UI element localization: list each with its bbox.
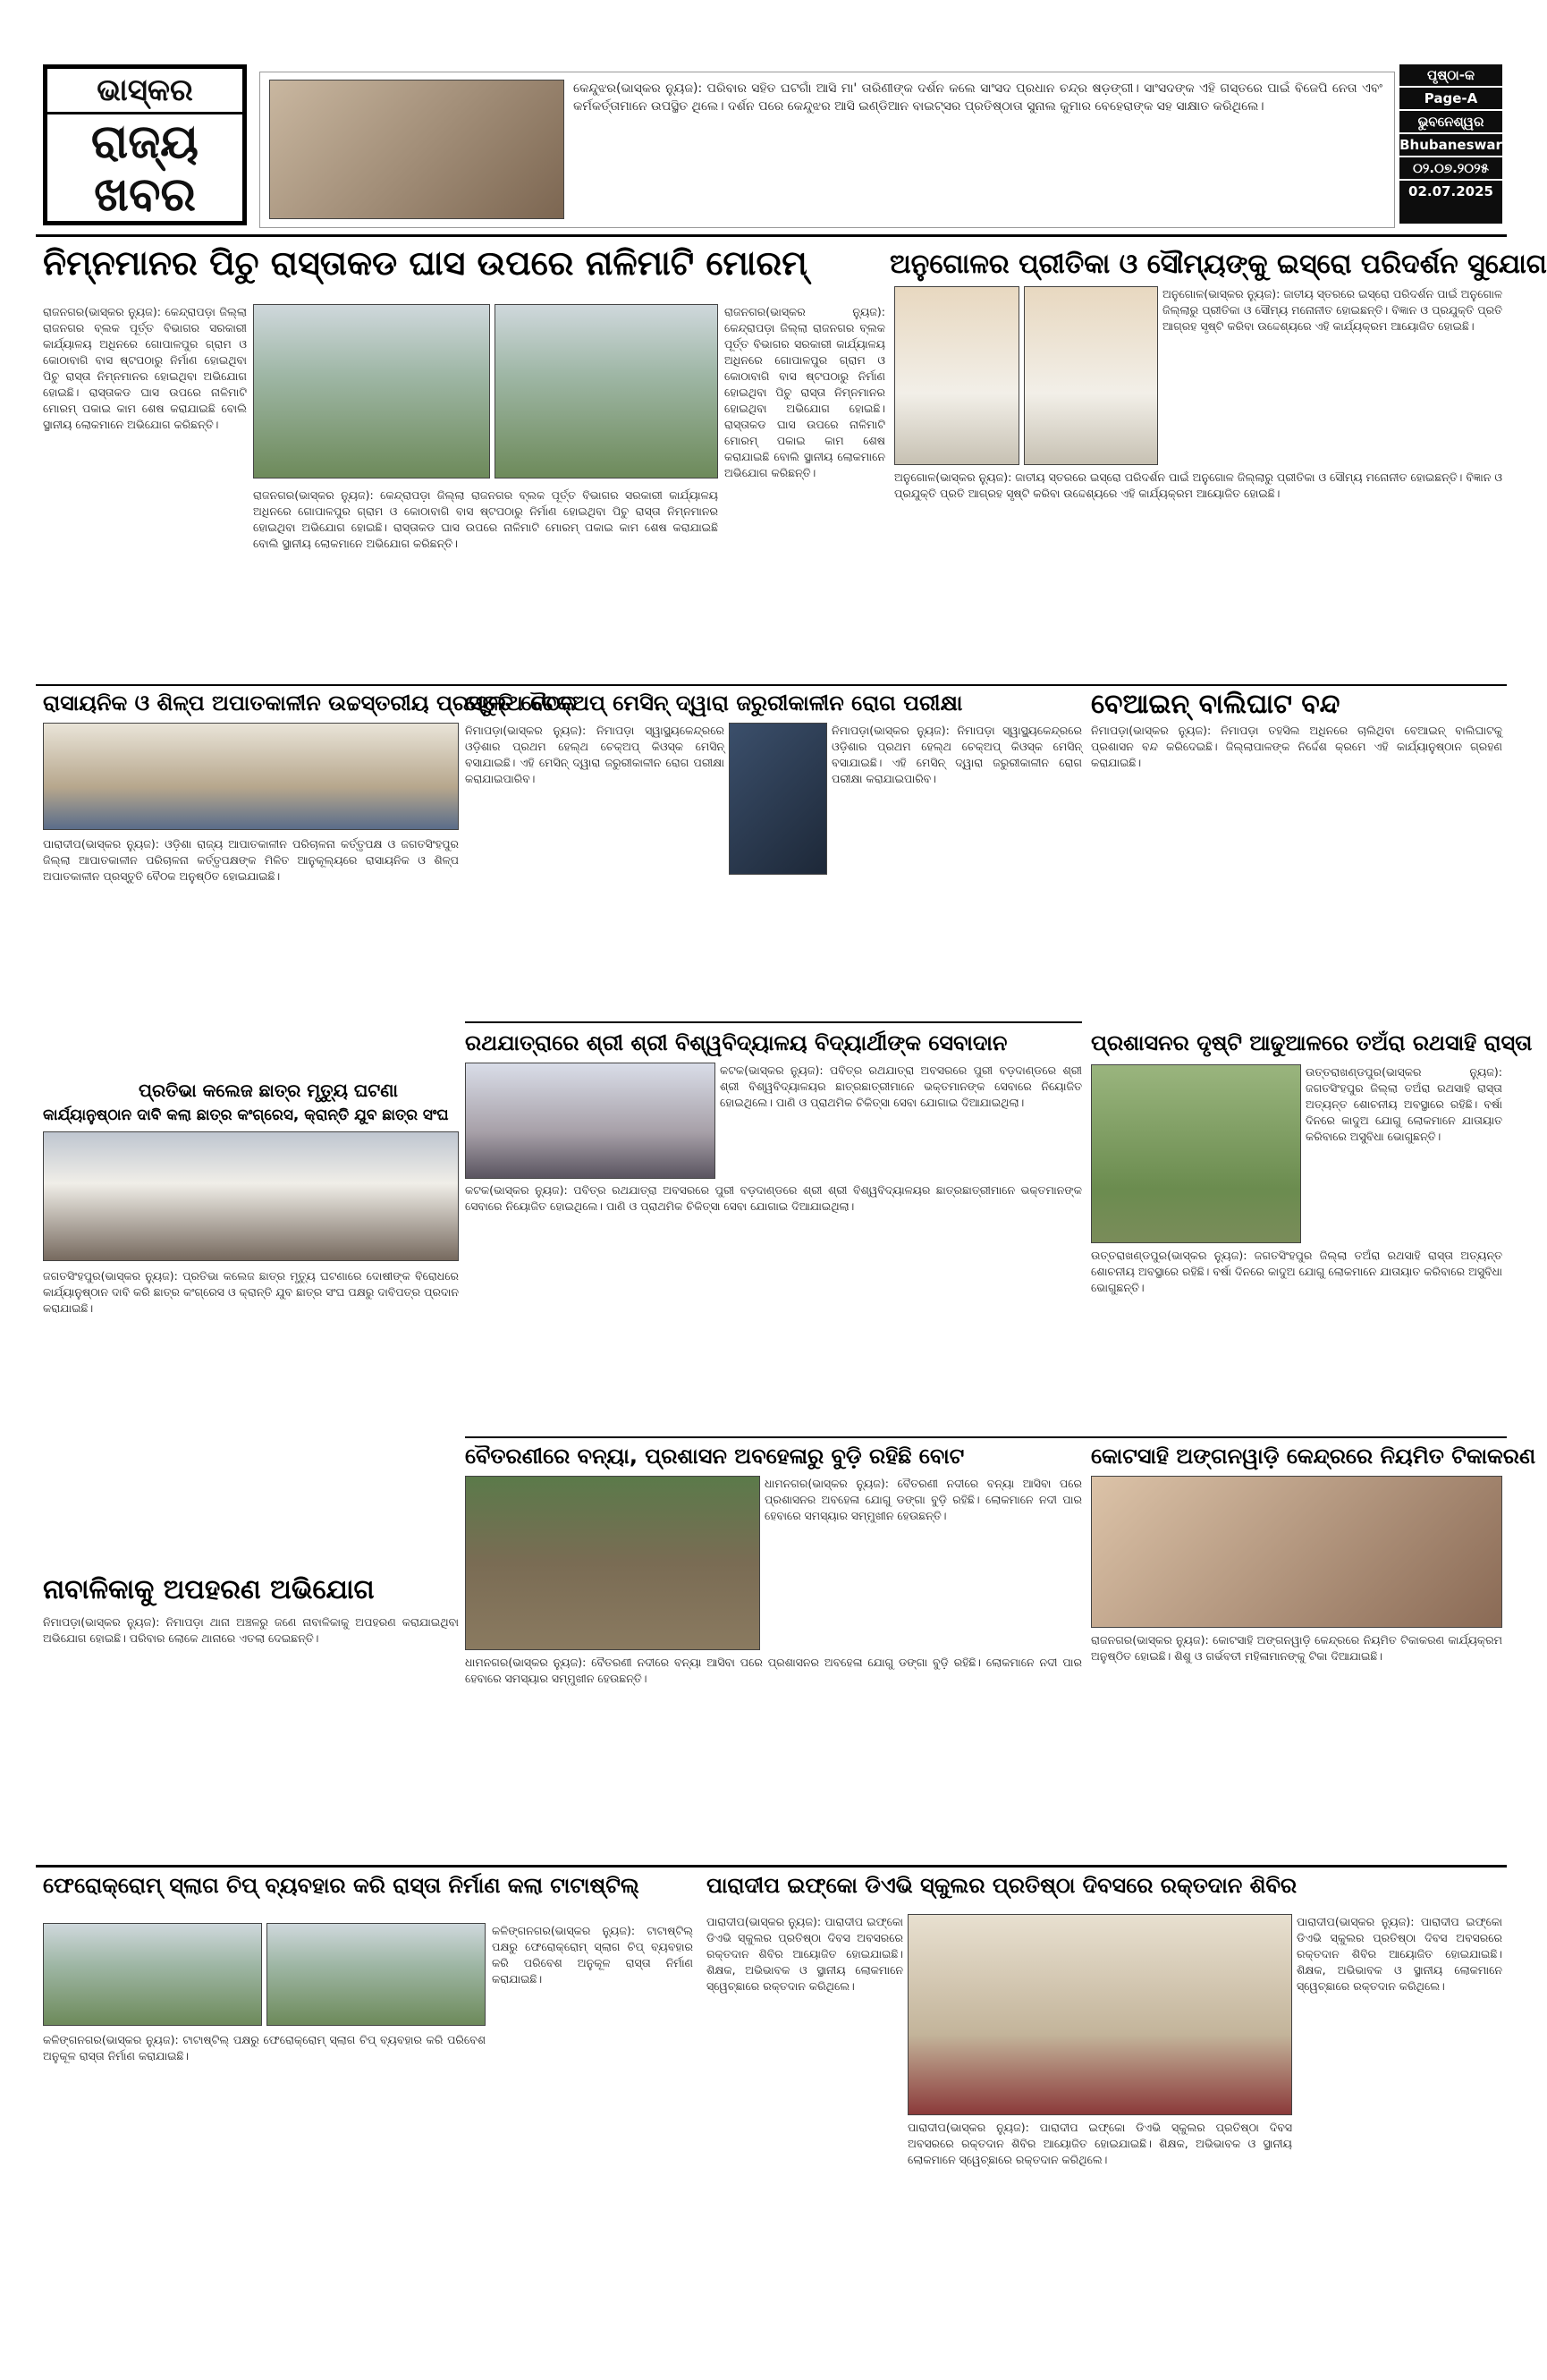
story4-photo — [729, 723, 827, 875]
story12-text: କଳିଙ୍ଗନଗର(ଭାସ୍କର ନ୍ୟୁଜ): ଟାଟାଷ୍ଟିଲ୍ ପକ୍ଷରୁ ଫେରୋକ୍ରୋମ୍ ସ୍ଲାଗ ଚିପ୍ ବ୍ୟବହାର କରି ପରିବେଶ ଅନୁକୂଳ ରାସ୍ତା ନିର୍ମାଣ କରାଯାଇଛି। — [43, 2033, 486, 2062]
headline-9: ବୈତରଣୀରେ ବନ୍ୟା, ପ୍ରଶାସନ ଅବହେଳାରୁ ବୁଡ଼ି ରହିଛି ବୋଟ — [465, 1444, 965, 1469]
story1-text-2: ରାଜନଗର(ଭାସ୍କର ନ୍ୟୁଜ): କେନ୍ଦ୍ରାପଡ଼ା ଜିଲ୍ଲା ରାଜନଗର ବ୍ଲକ ପୂର୍ତ୍ତ ବିଭାଗର ସରକାରୀ କାର୍ଯ୍ୟାଳୟ ଅଧିନରେ ଗୋପାଳପୁର ଗ୍ରାମ ଓ କୋଠାବାଗି ବାସ ଷ୍ଟପଠାରୁ ନିର୍ମାଣ ହୋଇଥିବା ପିଚୁ ରାସ୍ତା ନିମ୍ନମାନର ହୋଇଥିବା ଅଭିଯୋଗ ହୋଇଛି। ରାସ୍ତାକଡ ଘାସ ଉପରେ ନାଳିମାଟି ମୋରମ୍ ପକାଇ କାମ ଶେଷ କରାଯାଇଛି ବୋଲି ସ୍ଥାନୀୟ ଲୋକମାନେ ଅଭିଯୋଗ କରିଛନ୍ତି। — [253, 488, 718, 550]
headline-4: ହେଲ୍ଥ ଚେକ୍‌ଅପ୍ ମେସିନ୍ ଦ୍ୱାରା ଜରୁରୀକାଳୀନ ରୋଗ ପରୀକ୍ଷା — [465, 690, 963, 716]
page-info-box — [1399, 64, 1502, 224]
headline-8: ପ୍ରଶାସନର ଦୃଷ୍ଟି ଆଢୁଆଳରେ ତଅଁରା ରଥସାହି ରାସ୍ତା — [1091, 1030, 1533, 1055]
date-or: ୦୨.୦୭.୨୦୨୫ — [1399, 157, 1502, 181]
story12-photo-1 — [43, 1923, 262, 2026]
story2-text: ଅନୁଗୋଳ(ଭାସ୍କର ନ୍ୟୁଜ): ଜାତୀୟ ସ୍ତରରେ ଇସ୍ରୋ ପରିଦର୍ଶନ ପାଇଁ ଅନୁଗୋଳ ଜିଲ୍ଲାରୁ ପ୍ରୀତିକା ଓ ସୌମ୍ୟ ମନୋନୀତ ହୋଇଛନ୍ତି। ବିଜ୍ଞାନ ଓ ପ୍ରଯୁକ୍ତି ପ୍ରତି ଆଗ୍ରହ ସୃଷ୍ଟି କରିବା ଉଦ୍ଦେଶ୍ୟରେ ଏହି କାର୍ଯ୍ୟକ୍ରମ ଆୟୋଜିତ ହୋଇଛି। — [1162, 287, 1502, 333]
headline-6b: କାର୍ଯ୍ୟାନୁଷ୍ଠାନ ଦାବି କଲା ଛାତ୍ର କଂଗ୍ରେସ, କ୍ରାନ୍ତି ଯୁବ ଛାତ୍ର ସଂଘ — [43, 1106, 449, 1124]
story13-photo — [908, 1914, 1292, 2115]
masthead-top: ଭାସ୍କର — [47, 69, 242, 114]
top-story — [259, 72, 1395, 228]
story1-text-3: ରାଜନଗର(ଭାସ୍କର ନ୍ୟୁଜ): କେନ୍ଦ୍ରାପଡ଼ା ଜିଲ୍ଲା ରାଜନଗର ବ୍ଲକ ପୂର୍ତ୍ତ ବିଭାଗର ସରକାରୀ କାର୍ଯ୍ୟାଳୟ ଅଧିନରେ ଗୋପାଳପୁର ଗ୍ରାମ ଓ କୋଠାବାଗି ବାସ ଷ୍ଟପଠାରୁ ନିର୍ମାଣ ହୋଇଥିବା ପିଚୁ ରାସ୍ତା ନିମ୍ନମାନର ହୋଇଥିବା ଅଭିଯୋଗ ହୋଇଛି। ରାସ୍ତାକଡ ଘାସ ଉପରେ ନାଳିମାଟି ମୋରମ୍ ପକାଇ କାମ ଶେଷ କରାଯାଇଛି ବୋଲି ସ୍ଥାନୀୟ ଲୋକମାନେ ଅଭିଯୋଗ କରିଛନ୍ତି। — [724, 305, 885, 479]
story12-text-2: କଳିଙ୍ଗନଗର(ଭାସ୍କର ନ୍ୟୁଜ): ଟାଟାଷ୍ଟିଲ୍ ପକ୍ଷରୁ ଫେରୋକ୍ରୋମ୍ ସ୍ଲାଗ ଚିପ୍ ବ୍ୟବହାର କରି ପରିବେଶ ଅନୁକୂଳ ରାସ୍ତା ନିର୍ମାଣ କରାଯାଇଛି। — [492, 1924, 693, 1986]
headline-7: ରଥଯାତ୍ରାରେ ଶ୍ରୀ ଶ୍ରୀ ବିଶ୍ୱବିଦ୍ୟାଳୟ ବିଦ୍ୟାର୍ଥୀଙ୍କ ସେବାଦାନ — [465, 1030, 1008, 1055]
top-story-photo — [269, 80, 564, 219]
story3-text: ପାରାଦୀପ(ଭାସ୍କର ନ୍ୟୁଜ): ଓଡ଼ିଶା ରାଜ୍ୟ ଆପାତକାଳୀନ ପରିଚାଳନା କର୍ତ୍ତୃପକ୍ଷ ଓ ଜଗତସିଂହପୁର ଜିଲ୍ଲା ଆପାତକାଳୀନ ପରିଚାଳନା କର୍ତ୍ତୃପକ୍ଷଙ୍କ ମିଳିତ ଆନୁକୂଲ୍ୟରେ ରାସାୟନିକ ଓ ଶିଳ୍ପ ଅପାତକାଳୀନ ପ୍ରସ୍ତୁତି ବୈଠକ ଅନୁଷ୍ଠିତ ହୋଇଯାଇଛି। — [43, 837, 459, 883]
rule-3 — [465, 1021, 1082, 1023]
page-number-or: ପୃଷ୍ଠା-କ — [1399, 64, 1502, 88]
headline-2: ଅନୁଗୋଳର ପ୍ରୀତିକା ଓ ସୌମ୍ୟଙ୍କୁ ଇସ୍ରୋ ପରିଦର୍ଶନ ସୁଯୋଗ — [890, 249, 1547, 280]
masthead-line2: ଖବର — [94, 168, 196, 222]
city-or: ଭୁବନେଶ୍ୱର — [1399, 111, 1502, 134]
story1-photo-2 — [495, 304, 718, 479]
rule-2 — [36, 684, 1507, 686]
headline-3: ରାସାୟନିକ ଓ ଶିଳ୍ପ ଅପାତକାଳୀନ ଉଚ୍ଚସ୍ତରୀୟ ପ୍ରସ୍ତୁତି ବୈଠକ — [43, 690, 577, 716]
page-number-en: Page-A — [1399, 88, 1502, 111]
story7-photo — [465, 1063, 715, 1179]
headline-6: ପ୍ରତିଭା କଲେଜ ଛାତ୍ର ମୃତ୍ୟୁ ଘଟଣା — [139, 1080, 398, 1101]
story13-text-2: ପାରାଦୀପ(ଭାସ୍କର ନ୍ୟୁଜ): ପାରାଦୀପ ଇଫ୍‌କୋ ଡିଏଭି ସ୍କୁଲର ପ୍ରତିଷ୍ଠା ଦିବସ ଅବସରରେ ରକ୍ତଦାନ ଶିବିର ଆୟୋଜିତ ହୋଇଯାଇଛି। ଶିକ୍ଷକ, ଅଭିଭାବକ ଓ ସ୍ଥାନୀୟ ଲୋକମାନେ ସ୍ୱେଚ୍ଛାରେ ରକ୍ତଦାନ କରିଥିଲେ। — [1297, 1915, 1502, 1993]
story13-text-3: ପାରାଦୀପ(ଭାସ୍କର ନ୍ୟୁଜ): ପାରାଦୀପ ଇଫ୍‌କୋ ଡିଏଭି ସ୍କୁଲର ପ୍ରତିଷ୍ଠା ଦିବସ ଅବସରରେ ରକ୍ତଦାନ ଶିବିର ଆୟୋଜିତ ହୋଇଯାଇଛି। ଶିକ୍ଷକ, ଅଭିଭାବକ ଓ ସ୍ଥାନୀୟ ଲୋକମାନେ ସ୍ୱେଚ୍ଛାରେ ରକ୍ତଦାନ କରିଥିଲେ। — [908, 2121, 1292, 2166]
headline-12: ଫେରୋକ୍ରୋମ୍ ସ୍ଲାଗ ଚିପ୍ ବ୍ୟବହାର କରି ରାସ୍ତା ନିର୍ମାଣ କଲା ଟାଟାଷ୍ଟିଲ୍ — [43, 1873, 639, 1898]
headline-1: ନିମ୍ନମାନର ପିଚୁ ରାସ୍ତାକଡ ଘାସ ଉପରେ ନାଳିମାଟି ମୋରମ୍ — [43, 243, 807, 283]
story9-text: ଧାମନଗର(ଭାସ୍କର ନ୍ୟୁଜ): ବୈତରଣୀ ନଦୀରେ ବନ୍ୟା ଆସିବା ପରେ ପ୍ରଶାସନର ଅବହେଳା ଯୋଗୁ ଡଙ୍ଗା ବୁଡ଼ି ରହିଛି। ଲୋକମାନେ ନଦୀ ପାର ହେବାରେ ସମସ୍ୟାର ସମ୍ମୁଖୀନ ହେଉଛନ୍ତି। — [765, 1477, 1082, 1522]
story10-text: ରାଜନଗର(ଭାସ୍କର ନ୍ୟୁଜ): କୋଟସାହି ଅଙ୍ଗନୱାଡ଼ି କେନ୍ଦ୍ରରେ ନିୟମିତ ଟିକାକରଣ କାର୍ଯ୍ୟକ୍ରମ ଅନୁଷ୍ଠିତ ହୋଇଛି। ଶିଶୁ ଓ ଗର୍ଭବତୀ ମହିଳାମାନଙ୍କୁ ଟିକା ଦିଆଯାଇଛି। — [1091, 1633, 1502, 1663]
story6-photo — [43, 1131, 459, 1261]
story7-text: କଟକ(ଭାସ୍କର ନ୍ୟୁଜ): ପବିତ୍ର ରଥଯାତ୍ରା ଅବସରରେ ପୁରୀ ବଡ଼ଦାଣ୍ଡରେ ଶ୍ରୀ ଶ୍ରୀ ବିଶ୍ୱବିଦ୍ୟାଳୟର ଛାତ୍ରଛାତ୍ରୀମାନେ ଭକ୍ତମାନଙ୍କ ସେବାରେ ନିୟୋଜିତ ହୋଇଥିଲେ। ପାଣି ଓ ପ୍ରାଥମିକ ଚିକିତ୍ସା ସେବା ଯୋଗାଇ ଦିଆଯାଇଥିଲା। — [720, 1063, 1082, 1109]
story7-text-2: କଟକ(ଭାସ୍କର ନ୍ୟୁଜ): ପବିତ୍ର ରଥଯାତ୍ରା ଅବସରରେ ପୁରୀ ବଡ଼ଦାଣ୍ଡରେ ଶ୍ରୀ ଶ୍ରୀ ବିଶ୍ୱବିଦ୍ୟାଳୟର ଛାତ୍ରଛାତ୍ରୀମାନେ ଭକ୍ତମାନଙ୍କ ସେବାରେ ନିୟୋଜିତ ହୋଇଥିଲେ। ପାଣି ଓ ପ୍ରାଥମିକ ଚିକିତ୍ସା ସେବା ଯୋଗାଇ ଦିଆଯାଇଥିଲା। — [465, 1183, 1082, 1213]
city-en: Bhubaneswar — [1399, 134, 1502, 157]
headline-10: କୋଟସାହି ଅଙ୍ଗନୱାଡ଼ି କେନ୍ଦ୍ରରେ ନିୟମିତ ଟିକାକରଣ — [1091, 1444, 1536, 1469]
story8-text: ଉତ୍ତରାଖଣ୍ଡପୁର(ଭାସ୍କର ନ୍ୟୁଜ): ଜଗତସିଂହପୁର ଜିଲ୍ଲା ତଅଁରା ରଥସାହି ରାସ୍ତା ଅତ୍ୟନ୍ତ ଶୋଚନୀୟ ଅବସ୍ଥାରେ ରହିଛି। ବର୍ଷା ଦିନରେ କାଦୁଅ ଯୋଗୁ ଲୋକମାନେ ଯାତାୟାତ କରିବାରେ ଅସୁବିଧା ଭୋଗୁଛନ୍ତି। — [1306, 1065, 1502, 1143]
top-story-text: କେନ୍ଦୁଝର(ଭାସ୍କର ନ୍ୟୁଜ): ପରିବାର ସହିତ ଘଟଗାଁ ଆସି ମା' ତାରିଣୀଙ୍କ ଦର୍ଶନ କଲେ ସାଂସଦ ପ୍ରଧାନ ଚନ୍ଦ୍ର ଷଡ଼ଙ୍ଗୀ। ସାଂସଦଙ୍କ ଏହି ଗସ୍ତରେ ପାଇଁ ବିଜେପି ନେତା ଏବଂ କର୍ମକର୍ତ୍ତାମାନେ ଉପସ୍ଥିତ ଥିଲେ। ଦର୍ଶନ ପରେ କେନ୍ଦୁଝର ଆସି ଇଣ୍ଡିଆନ ବାଇଟ୍ସର ପ୍ରତିଷ୍ଠାତା ସୁନାଲ କୁମାର ବେହେରାଙ୍କ ସହ ସାକ୍ଷାତ କରିଥିଲେ। — [573, 81, 1382, 114]
top-rule — [36, 234, 1507, 237]
story2-photo-1 — [894, 286, 1019, 465]
story9-photo — [465, 1476, 760, 1650]
story4-text-2: ନିମାପଡ଼ା(ଭାସ୍କର ନ୍ୟୁଜ): ନିମାପଡ଼ା ସ୍ୱାସ୍ଥ୍ୟକେନ୍ଦ୍ରରେ ଓଡ଼ିଶାର ପ୍ରଥମ ହେଲ୍ଥ ଚେକ୍‌ଅପ୍ କିଓସ୍କ ମେସିନ୍ ବସାଯାଇଛି। ଏହି ମେସିନ୍ ଦ୍ୱାରା ଜରୁରୀକାଳୀନ ରୋଗ ପରୀକ୍ଷା କରାଯାଇପାରିବ। — [832, 724, 1082, 785]
story8-photo — [1091, 1064, 1301, 1243]
date-en: 02.07.2025 — [1408, 183, 1493, 199]
masthead-line1: ରାଜ୍ୟ — [90, 115, 199, 169]
headline-13: ପାରାଦୀପ ଇଫ୍‌କୋ ଡିଏଭି ସ୍କୁଲର ପ୍ରତିଷ୍ଠା ଦିବସରେ ରକ୍ତଦାନ ଶିବିର — [706, 1873, 1298, 1898]
story6-text: ଜଗତସିଂହପୁର(ଭାସ୍କର ନ୍ୟୁଜ): ପ୍ରତିଭା କଲେଜ ଛାତ୍ର ମୃତ୍ୟୁ ଘଟଣାରେ ଦୋଷୀଙ୍କ ବିରୋଧରେ କାର୍ଯ୍ୟାନୁଷ୍ଠାନ ଦାବି କରି ଛାତ୍ର କଂଗ୍ରେସ ଓ କ୍ରାନ୍ତି ଯୁବ ଛାତ୍ର ସଂଘ ପକ୍ଷରୁ ଦାବିପତ୍ର ପ୍ରଦାନ କରାଯାଇଛି। — [43, 1269, 459, 1315]
story9-text-2: ଧାମନଗର(ଭାସ୍କର ନ୍ୟୁଜ): ବୈତରଣୀ ନଦୀରେ ବନ୍ୟା ଆସିବା ପରେ ପ୍ରଶାସନର ଅବହେଳା ଯୋଗୁ ଡଙ୍ଗା ବୁଡ଼ି ରହିଛି। ଲୋକମାନେ ନଦୀ ପାର ହେବାରେ ସମସ୍ୟାର ସମ୍ମୁଖୀନ ହେଉଛନ୍ତି। — [465, 1656, 1082, 1685]
headline-11: ନାବାଳିକାକୁ ଅପହରଣ ଅଭିଯୋଗ — [43, 1574, 375, 1605]
rule-5 — [36, 1865, 1507, 1868]
story1-text: ରାଜନଗର(ଭାସ୍କର ନ୍ୟୁଜ): କେନ୍ଦ୍ରାପଡ଼ା ଜିଲ୍ଲା ରାଜନଗର ବ୍ଲକ ପୂର୍ତ୍ତ ବିଭାଗର ସରକାରୀ କାର୍ଯ୍ୟାଳୟ ଅଧିନରେ ଗୋପାଳପୁର ଗ୍ରାମ ଓ କୋଠାବାଗି ବାସ ଷ୍ଟପଠାରୁ ନିର୍ମାଣ ହୋଇଥିବା ପିଚୁ ରାସ୍ତା ନିମ୍ନମାନର ହୋଇଥିବା ଅଭିଯୋଗ ହୋଇଛି। ରାସ୍ତାକଡ ଘାସ ଉପରେ ନାଳିମାଟି ମୋରମ୍ ପକାଇ କାମ ଶେଷ କରାଯାଇଛି ବୋଲି ସ୍ଥାନୀୟ ଲୋକମାନେ ଅଭିଯୋଗ କରିଛନ୍ତି। — [43, 305, 247, 431]
story11-text: ନିମାପଡ଼ା(ଭାସ୍କର ନ୍ୟୁଜ): ନିମାପଡ଼ା ଥାନା ଅଞ୍ଚଳରୁ ଜଣେ ନାବାଳିକାକୁ ଅପହରଣ କରାଯାଇଥିବା ଅଭିଯୋଗ ହୋଇଛି। ପରିବାର ଲୋକେ ଥାନାରେ ଏତଲା ଦେଇଛନ୍ତି। — [43, 1615, 459, 1645]
story4-text: ନିମାପଡ଼ା(ଭାସ୍କର ନ୍ୟୁଜ): ନିମାପଡ଼ା ସ୍ୱାସ୍ଥ୍ୟକେନ୍ଦ୍ରରେ ଓଡ଼ିଶାର ପ୍ରଥମ ହେଲ୍ଥ ଚେକ୍‌ଅପ୍ କିଓସ୍କ ମେସିନ୍ ବସାଯାଇଛି। ଏହି ମେସିନ୍ ଦ୍ୱାରା ଜରୁରୀକାଳୀନ ରୋଗ ପରୀକ୍ଷା କରାଯାଇପାରିବ। — [465, 724, 724, 785]
headline-5: ବେଆଇନ୍ ବାଲିଘାଟ ବନ୍ଦ — [1091, 689, 1340, 720]
story13-text: ପାରାଦୀପ(ଭାସ୍କର ନ୍ୟୁଜ): ପାରାଦୀପ ଇଫ୍‌କୋ ଡିଏଭି ସ୍କୁଲର ପ୍ରତିଷ୍ଠା ଦିବସ ଅବସରରେ ରକ୍ତଦାନ ଶିବିର ଆୟୋଜିତ ହୋଇଯାଇଛି। ଶିକ୍ଷକ, ଅଭିଭାବକ ଓ ସ୍ଥାନୀୟ ଲୋକମାନେ ସ୍ୱେଚ୍ଛାରେ ରକ୍ତଦାନ କରିଥିଲେ। — [706, 1915, 903, 1993]
story2-text-2: ଅନୁଗୋଳ(ଭାସ୍କର ନ୍ୟୁଜ): ଜାତୀୟ ସ୍ତରରେ ଇସ୍ରୋ ପରିଦର୍ଶନ ପାଇଁ ଅନୁଗୋଳ ଜିଲ୍ଲାରୁ ପ୍ରୀତିକା ଓ ସୌମ୍ୟ ମନୋନୀତ ହୋଇଛନ୍ତି। ବିଜ୍ଞାନ ଓ ପ୍ରଯୁକ୍ତି ପ୍ରତି ଆଗ୍ରହ ସୃଷ୍ଟି କରିବା ଉଦ୍ଦେଶ୍ୟରେ ଏହି କାର୍ଯ୍ୟକ୍ରମ ଆୟୋଜିତ ହୋଇଛି। — [894, 470, 1502, 500]
story3-photo — [43, 723, 459, 830]
story1-photo — [253, 304, 490, 479]
masthead — [43, 64, 247, 225]
story12-photo-2 — [266, 1923, 486, 2026]
story5-text: ନିମାପଡ଼ା(ଭାସ୍କର ନ୍ୟୁଜ): ନିମାପଡ଼ା ତହସିଲ ଅଧିନରେ ଚାଲିଥିବା ବେଆଇନ୍ ବାଲିଘାଟକୁ ପ୍ରଶାସନ ବନ୍ଦ କରିଦେଇଛି। ଜିଲ୍ଲାପାଳଙ୍କ ନିର୍ଦ୍ଦେଶ କ୍ରମେ ଏହି କାର୍ଯ୍ୟାନୁଷ୍ଠାନ ଗ୍ରହଣ କରାଯାଇଛି। — [1091, 724, 1502, 769]
story2-photo-2 — [1024, 286, 1158, 465]
story10-photo — [1091, 1476, 1502, 1628]
rule-4 — [465, 1436, 1507, 1438]
story8-text-2: ଉତ୍ତରାଖଣ୍ଡପୁର(ଭାସ୍କର ନ୍ୟୁଜ): ଜଗତସିଂହପୁର ଜିଲ୍ଲା ତଅଁରା ରଥସାହି ରାସ୍ତା ଅତ୍ୟନ୍ତ ଶୋଚନୀୟ ଅବସ୍ଥାରେ ରହିଛି। ବର୍ଷା ଦିନରେ କାଦୁଅ ଯୋଗୁ ଲୋକମାନେ ଯାତାୟାତ କରିବାରେ ଅସୁବିଧା ଭୋଗୁଛନ୍ତି। — [1091, 1249, 1502, 1294]
